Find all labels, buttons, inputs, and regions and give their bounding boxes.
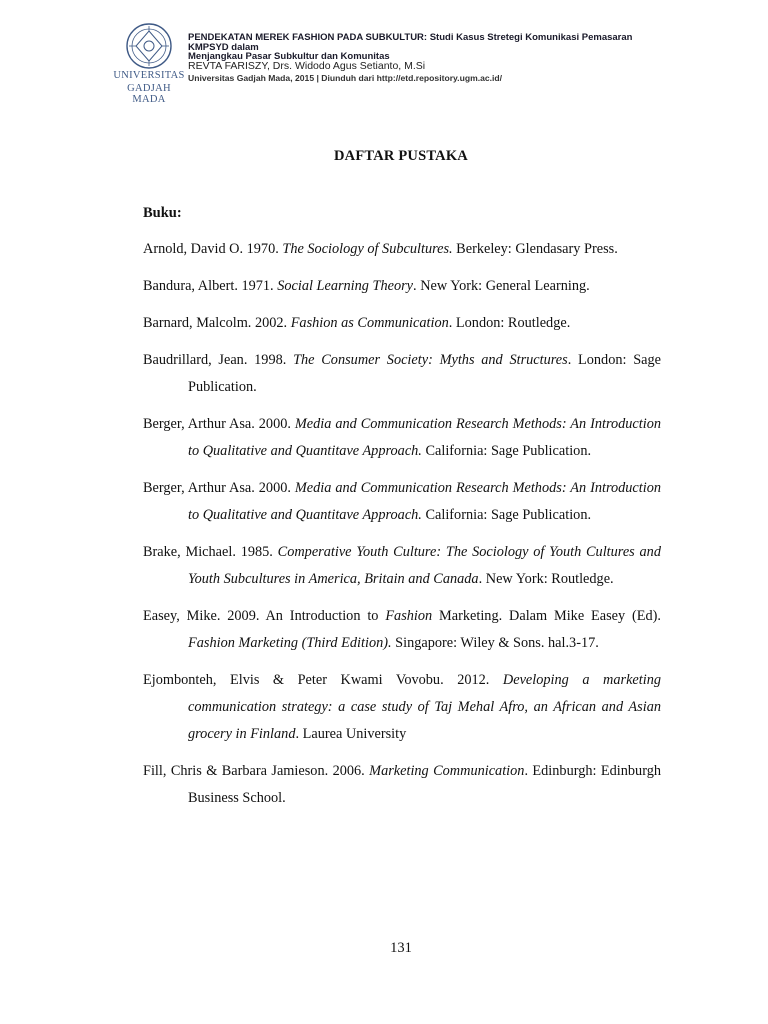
reference-entry	[143, 667, 661, 748]
ref-text: Ejombonteh, Elvis & Peter Kwami Vovobu. 2012.	[143, 672, 503, 688]
reference-entry	[143, 236, 661, 263]
university-name-line1: UNIVERSITAS	[113, 70, 185, 81]
ref-title: Fashion	[385, 608, 433, 624]
page-header	[0, 0, 768, 110]
header-title-line1: PENDEKATAN MEREK FASHION PADA SUBKULTUR: Studi Kasus Stretegi Komunikasi Pemasaran	[188, 32, 633, 43]
ref-title: Marketing Communication	[369, 763, 525, 779]
reference-entry	[143, 758, 661, 812]
ref-text: . Laurea University	[295, 726, 407, 742]
ref-text: Berger, Arthur Asa. 2000.	[143, 480, 295, 496]
reference-entry	[143, 603, 661, 657]
ref-text: . New York: General Learning.	[413, 278, 590, 294]
reference-entry	[143, 411, 661, 465]
ref-text: Berkeley: Glendasary Press.	[452, 241, 618, 257]
ref-text: Arnold, David O. 1970.	[143, 241, 283, 257]
ref-text: Brake, Michael. 1985.	[143, 544, 278, 560]
header-source: Universitas Gadjah Mada, 2015 | Diunduh dari http://etd.repository.ugm.ac.id/	[188, 73, 503, 83]
university-logo	[112, 22, 186, 108]
ref-text: Bandura, Albert. 1971.	[143, 278, 278, 294]
header-title-line2: KMPSYD dalam	[188, 41, 259, 53]
page-title: DAFTAR PUSTAKA	[334, 148, 468, 164]
ugm-emblem-icon	[125, 22, 173, 70]
ref-title: The Consumer Society: Myths and Structures	[293, 352, 568, 368]
ref-text: . London: Sage Publication.	[188, 352, 662, 395]
ref-text: California: Sage Publication.	[421, 507, 592, 523]
ref-text: Baudrillard, Jean. 1998.	[143, 352, 294, 368]
reference-entry	[143, 310, 661, 337]
ref-title: Developing a marketing communication strategy: a case study of Taj Mehal Afro, an African and Asian grocery in Finland	[188, 672, 661, 742]
ref-title: Media and Communication Research Methods: An Introduction to Qualitative and Quantitave Approach.	[188, 416, 662, 459]
ref-text: Singapore: Wiley & Sons. hal.3-17.	[391, 635, 599, 651]
ref-title: Comperative Youth Culture: The Sociology of Youth Cultures and Youth Subcultures in America, Britain and Canada	[188, 544, 661, 587]
ref-text: Easey, Mike. 2009. An Introduction to	[143, 608, 386, 624]
ref-text: . Edinburgh: Edinburgh Business School.	[188, 763, 661, 806]
ref-text: California: Sage Publication.	[421, 443, 592, 459]
ref-text: Marketing. Dalam Mike Easey (Ed).	[432, 608, 661, 624]
ref-text: . London: Routledge.	[448, 315, 571, 331]
ref-title: Fashion Marketing (Third Edition).	[188, 635, 392, 651]
ref-text: Barnard, Malcolm. 2002.	[143, 315, 291, 331]
reference-list	[143, 236, 661, 822]
ref-title: Fashion as Communication	[290, 315, 449, 331]
reference-entry	[143, 273, 661, 300]
page-number: 131	[390, 940, 412, 956]
header-text	[188, 33, 748, 84]
reference-entry	[143, 347, 661, 401]
section-heading: Buku:	[143, 205, 182, 221]
reference-entry	[143, 475, 661, 529]
ref-text: . New York: Routledge.	[478, 571, 614, 587]
reference-entry	[143, 539, 661, 593]
ref-title: Social Learning Theory	[277, 278, 414, 294]
header-title-line3: Menjangkau Pasar Subkultur dan Komunitas	[188, 51, 390, 62]
ref-title: Media and Communication Research Methods: An Introduction to Qualitative and Quantitave Approach.	[188, 480, 662, 523]
ref-title: The Sociology of Subcultures.	[282, 241, 453, 257]
header-authors: REVTA FARISZY, Drs. Widodo Agus Setianto, M.Si	[188, 59, 426, 72]
ref-text: Fill, Chris & Barbara Jamieson. 2006.	[143, 763, 370, 779]
ref-text: Berger, Arthur Asa. 2000.	[143, 416, 295, 432]
university-name-line2: GADJAH MADA	[127, 83, 171, 105]
